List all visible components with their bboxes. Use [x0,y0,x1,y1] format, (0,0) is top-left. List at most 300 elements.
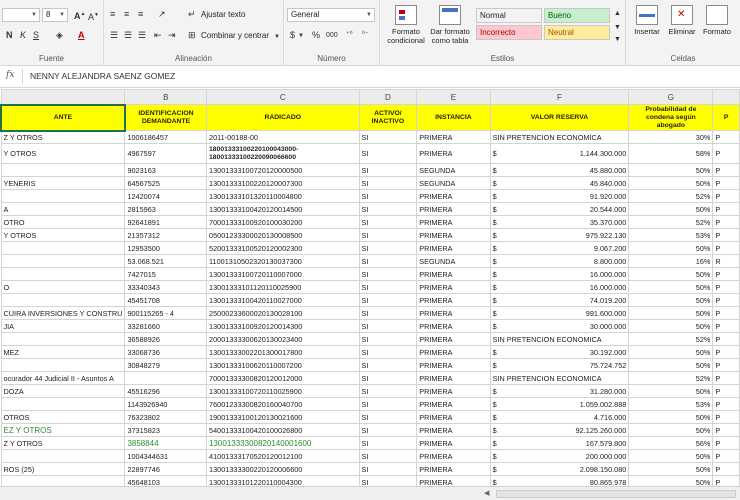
cell-demandante[interactable]: EZ Y OTROS [1,424,125,437]
font-name-dropdown[interactable]: ▼ [2,8,40,22]
cell-valor-reserva[interactable] [490,177,629,190]
cell-p[interactable]: P [713,450,740,463]
cell-radicado[interactable]: 52001333100520120002300 [207,242,360,255]
cell-probabilidad[interactable]: 50% [629,424,713,437]
currency-symbol: $ [492,269,497,279]
cell-radicado[interactable]: 13001333100920120014300 [207,320,360,333]
cell-radicado[interactable]: 13001333100620110007200 [207,359,360,372]
cell-demandante[interactable] [1,398,125,411]
cell-instancia[interactable]: PRIMERA [417,372,490,385]
cell-valor-reserva[interactable] [490,164,629,177]
cell-probabilidad[interactable]: 50% [629,177,713,190]
valor-reserva-value: 200.000.000 [585,451,627,461]
cell-demandante[interactable] [1,242,125,255]
cell-instancia[interactable]: PRIMERA [417,437,490,450]
cell-instancia[interactable]: PRIMERA [417,450,490,463]
insert-button[interactable] [630,5,664,36]
valor-reserva-value: 20.544.000 [589,204,627,214]
column-header-d[interactable]: D [359,90,417,105]
cell-identificacion[interactable]: 30848279 [125,359,207,372]
cell-instancia[interactable]: SEGUNDA [417,177,490,190]
cell-instancia[interactable]: PRIMERA [417,359,490,372]
cell-valor-reserva[interactable] [490,294,629,307]
valor-reserva-value: 167.579.800 [585,438,627,448]
valor-reserva-wrap [493,178,627,189]
cell-probabilidad[interactable]: 30% [629,131,713,144]
cell-activo[interactable]: SI [359,372,417,385]
cell-demandante[interactable]: O [1,281,125,294]
cell-demandante[interactable]: Z Y OTROS [1,131,125,144]
cell-activo[interactable]: SI [359,333,417,346]
cell-probabilidad[interactable]: 52% [629,216,713,229]
cell-p[interactable]: P [713,424,740,437]
cell-activo[interactable]: SI [359,190,417,203]
align-bottom-icon[interactable]: ≡ [138,9,144,19]
decrease-font-icon[interactable]: A▼ [88,12,99,22]
cell-activo[interactable]: SI [359,385,417,398]
align-center-icon[interactable]: ☰ [124,30,133,40]
cell-activo[interactable]: SI [359,229,417,242]
align-left-icon[interactable]: ☰ [110,30,119,40]
cell-p[interactable]: P [713,164,740,177]
cell-valor-reserva[interactable] [490,320,629,333]
cell-activo[interactable]: SI [359,177,417,190]
delete-button[interactable] [664,5,700,36]
header-cell-identificacion[interactable]: IDENTIFICACION DEMANDANTE [125,105,207,131]
wrap-text-button[interactable]: Ajustar texto [201,10,246,19]
cell-activo[interactable]: SI [359,359,417,372]
cell-identificacion[interactable]: 2815963 [125,203,207,216]
cell-activo[interactable]: SI [359,294,417,307]
align-top-icon[interactable]: ≡ [110,9,116,19]
cell-demandante[interactable]: Y OTROS [1,144,125,164]
number-format-dropdown[interactable]: General ▼ [287,8,375,22]
cell-activo[interactable]: SI [359,320,417,333]
cell-identificacion[interactable]: 12420074 [125,190,207,203]
cell-identificacion[interactable]: 64567525 [125,177,207,190]
cell-probabilidad[interactable]: 50% [629,385,713,398]
cell-instancia[interactable]: PRIMERA [417,424,490,437]
merge-center-button[interactable]: Combinar y centrar [201,31,270,40]
cell-valor-reserva[interactable] [490,229,629,242]
cell-identificacion[interactable]: 22897746 [125,463,207,476]
column-header-c[interactable]: C [207,90,360,105]
cell-valor-reserva[interactable] [490,424,629,437]
thousands-separator-button[interactable]: 000 [326,32,338,39]
cell-activo[interactable]: SI [359,450,417,463]
fill-color-icon[interactable]: ◈ [56,30,63,40]
cell-instancia[interactable]: PRIMERA [417,398,490,411]
font-size-dropdown[interactable]: 8 ▼ [42,8,68,22]
cell-p[interactable]: P [713,131,740,144]
cell-p[interactable]: P [713,320,740,333]
cell-radicado[interactable]: 41001333170520120012100 [207,450,360,463]
cell-probabilidad[interactable]: 50% [629,281,713,294]
cell-radicado[interactable]: 76001233300820160040700 [207,398,360,411]
cell-instancia[interactable]: PRIMERA [417,463,490,476]
formula-input[interactable]: NENNY ALEJANDRA SAENZ GOMEZ [30,71,176,81]
cell-valor-reserva[interactable] [490,333,629,346]
cell-demandante[interactable] [1,294,125,307]
cell-p[interactable]: P [713,359,740,372]
cell-probabilidad[interactable]: 50% [629,411,713,424]
cell-activo[interactable]: SI [359,463,417,476]
cell-instancia[interactable]: PRIMERA [417,190,490,203]
format-as-table-label: Dar formato como tabla [430,27,470,45]
spreadsheet-grid[interactable] [0,89,740,486]
cell-p[interactable]: P [713,437,740,450]
cell-identificacion[interactable]: 45648103 [125,476,207,487]
cell-radicado[interactable]: 70001333300820120012000 [207,372,360,385]
cell-identificacion[interactable]: 45451708 [125,294,207,307]
cell-p[interactable]: P [713,203,740,216]
cell-demandante[interactable]: JIA [1,320,125,333]
valor-reserva-wrap [493,204,627,215]
style-neutral[interactable] [544,25,610,40]
cell-instancia[interactable]: PRIMERA [417,307,490,320]
cell-demandante[interactable]: A [1,203,125,216]
cell-probabilidad[interactable]: 52% [629,333,713,346]
format-button[interactable] [700,5,734,36]
cell-p[interactable]: P [713,385,740,398]
header-cell-instancia[interactable]: INSTANCIA [417,105,490,131]
cell-identificacion[interactable]: 76323802 [125,411,207,424]
cell-p[interactable]: P [713,307,740,320]
cell-valor-reserva[interactable] [490,398,629,411]
cell-valor-reserva[interactable] [490,216,629,229]
cell-instancia[interactable]: SEGUNDA [417,164,490,177]
currency-symbol: $ [492,243,497,253]
cell-probabilidad[interactable]: 50% [629,450,713,463]
cell-probabilidad[interactable]: 50% [629,164,713,177]
cell-valor-reserva[interactable] [490,437,629,450]
cell-radicado[interactable]: 13001333002201300017800 [207,346,360,359]
cell-probabilidad[interactable]: 50% [629,346,713,359]
cell-identificacion[interactable] [125,372,207,385]
header-cell-activo[interactable]: ACTIVO/ INACTIVO [359,105,417,131]
cell-probabilidad[interactable]: 50% [629,476,713,487]
align-middle-icon[interactable]: ≡ [124,9,130,19]
column-header-a[interactable] [1,90,125,105]
cell-instancia[interactable]: PRIMERA [417,411,490,424]
cell-instancia[interactable]: PRIMERA [417,216,490,229]
cell-radicado[interactable]: 20001333300620130023400 [207,333,360,346]
cell-radicado[interactable]: 19001333100120130021600 [207,411,360,424]
cell-demandante[interactable] [1,333,125,346]
cell-identificacion[interactable]: 33281660 [125,320,207,333]
cell-demandante[interactable]: Z Y OTROS [1,437,125,450]
horizontal-scrollbar[interactable] [496,490,736,498]
cell-identificacion[interactable]: 92641891 [125,216,207,229]
cell-identificacion[interactable]: 1006186457 [125,131,207,144]
cell-instancia[interactable]: PRIMERA [417,320,490,333]
valor-reserva-value: 31.280.000 [589,386,627,396]
cell-probabilidad[interactable]: 50% [629,307,713,320]
cell-radicado[interactable]: 2011-00188-00 [207,131,360,144]
cell-identificacion[interactable]: 21357312 [125,229,207,242]
cell-probabilidad[interactable]: 50% [629,294,713,307]
cell-probabilidad[interactable]: 56% [629,437,713,450]
cell-valor-reserva[interactable] [490,131,629,144]
cell-probabilidad[interactable]: 50% [629,268,713,281]
cell-activo[interactable]: SI [359,281,417,294]
cell-demandante[interactable]: MEZ [1,346,125,359]
cell-demandante[interactable]: CUIRA INVERSIONES Y CONSTRU [1,307,125,320]
fx-icon[interactable]: fx [6,70,15,80]
cell-demandante[interactable]: ocurador 44 Judicial II - Asuntos A [1,372,125,385]
cell-activo[interactable]: SI [359,203,417,216]
percent-format-button[interactable]: % [312,30,321,40]
cell-identificacion[interactable]: 1143926940 [125,398,207,411]
valor-reserva-wrap [493,451,627,462]
cell-activo[interactable]: SI [359,346,417,359]
cell-identificacion[interactable]: 4967597 [125,144,207,164]
cell-instancia[interactable]: PRIMERA [417,333,490,346]
cell-p[interactable]: P [713,346,740,359]
cell-probabilidad[interactable]: 50% [629,242,713,255]
currency-symbol: $ [492,256,497,266]
cell-radicado[interactable]: 13001333101220110004300 [207,476,360,487]
cell-p[interactable]: P [713,333,740,346]
cell-identificacion[interactable]: 45516296 [125,385,207,398]
table-row [1,131,740,144]
cell-activo[interactable]: SI [359,144,417,164]
cell-radicado[interactable]: 13001333100420120014500 [207,203,360,216]
cell-valor-reserva[interactable] [490,372,629,385]
cell-identificacion[interactable]: 36588926 [125,333,207,346]
cell-valor-reserva[interactable] [490,346,629,359]
cell-activo[interactable]: SI [359,424,417,437]
cell-identificacion[interactable]: 37315823 [125,424,207,437]
format-icon [706,5,728,25]
cell-p[interactable]: P [713,463,740,476]
cell-radicado[interactable]: 13001333100220120007300 [207,177,360,190]
cell-valor-reserva[interactable] [490,359,629,372]
cell-demandante[interactable] [1,268,125,281]
cell-demandante[interactable]: DOZA [1,385,125,398]
cell-instancia[interactable]: PRIMERA [417,476,490,487]
cell-activo[interactable]: SI [359,242,417,255]
cell-activo[interactable]: SI [359,131,417,144]
cell-valor-reserva[interactable] [490,307,629,320]
cell-valor-reserva[interactable] [490,203,629,216]
font-color-icon[interactable]: A [78,30,85,40]
cell-identificacion[interactable]: 7427015 [125,268,207,281]
column-header-h[interactable] [713,90,740,105]
cell-probabilidad[interactable]: 52% [629,372,713,385]
cell-valor-reserva[interactable] [490,190,629,203]
cell-p[interactable]: P [713,177,740,190]
header-cell-radicado[interactable]: RADICADO [207,105,360,131]
cell-valor-reserva[interactable] [490,268,629,281]
column-header-f[interactable]: F [490,90,629,105]
cell-radicado[interactable]: 54001333100420100026800 [207,424,360,437]
cell-instancia[interactable]: PRIMERA [417,242,490,255]
cell-activo[interactable]: SI [359,268,417,281]
valor-reserva-value: SIN PRETENCION ECONOMICA [492,132,602,142]
cells-group [626,0,740,66]
cell-radicado[interactable]: 25000233600020130028100 [207,307,360,320]
cell-p[interactable]: P [713,242,740,255]
decrease-indent-icon[interactable]: ⇤ [154,30,162,40]
cell-valor-reserva[interactable] [490,450,629,463]
header-cell-probabilidad[interactable]: Probabilidad de condena según abogado [629,105,713,131]
conditional-format-button[interactable] [384,5,428,45]
cell-instancia[interactable]: PRIMERA [417,294,490,307]
cell-demandante[interactable]: Y OTROS [1,229,125,242]
align-right-icon[interactable]: ☰ [138,30,147,40]
cell-p[interactable]: R [713,255,740,268]
cell-identificacion[interactable]: 12953500 [125,242,207,255]
scroll-left-icon[interactable]: ◀ [484,490,490,497]
cell-activo[interactable]: SI [359,216,417,229]
cell-valor-reserva[interactable] [490,476,629,487]
cell-demandante[interactable] [1,450,125,463]
cell-probabilidad[interactable]: 50% [629,359,713,372]
cell-p[interactable]: P [713,229,740,242]
cell-demandante[interactable] [1,255,125,268]
cell-radicado[interactable]: 11001310502320130037300 [207,255,360,268]
cell-demandante[interactable]: ROS (25) [1,463,125,476]
cell-p[interactable]: P [713,372,740,385]
cell-valor-reserva[interactable] [490,144,629,164]
styles-scroll-down-icon[interactable]: ▼ [614,24,621,31]
italic-icon[interactable]: K [20,30,27,40]
cell-activo[interactable]: SI [359,164,417,177]
cell-demandante[interactable]: OTROS [1,411,125,424]
increase-decimal-icon[interactable]: ⁺⁰ [346,31,353,38]
cell-valor-reserva[interactable] [490,463,629,476]
cell-p[interactable]: P [713,411,740,424]
format-as-table-button[interactable] [428,5,472,45]
currency-symbol: $ [492,295,497,305]
column-header-b[interactable]: B [125,90,207,105]
style-normal[interactable] [476,8,542,23]
cell-instancia[interactable]: PRIMERA [417,268,490,281]
column-header-g[interactable]: G [629,90,713,105]
cell-probabilidad[interactable]: 58% [629,144,713,164]
cell-radicado[interactable]: 05001233300020130008500 [207,229,360,242]
cell-probabilidad[interactable]: 52% [629,190,713,203]
wrap-text-icon[interactable]: ↵ [188,9,196,19]
cell-valor-reserva[interactable] [490,281,629,294]
merge-center-icon[interactable]: ⊞ [188,30,196,40]
merge-center-dropdown-icon[interactable]: ▼ [274,34,280,40]
cell-demandante[interactable]: OTRO [1,216,125,229]
cell-identificacion[interactable]: 900115265 - 4 [125,307,207,320]
cell-radicado[interactable]: 13001333101120110025900 [207,281,360,294]
decrease-decimal-icon[interactable]: ⁰⁻ [362,31,369,38]
cell-demandante[interactable] [1,190,125,203]
cell-activo[interactable]: SI [359,307,417,320]
cell-p[interactable]: P [713,281,740,294]
cell-p[interactable]: P [713,216,740,229]
cell-valor-reserva[interactable] [490,411,629,424]
cell-probabilidad[interactable]: 50% [629,203,713,216]
valor-reserva-wrap [493,425,627,436]
cell-identificacion[interactable]: 3858844 [125,437,207,450]
valor-reserva-value: 80.865.978 [589,477,627,486]
cell-probabilidad[interactable]: 50% [629,320,713,333]
cell-p[interactable]: P [713,398,740,411]
cell-instancia[interactable]: PRIMERA [417,144,490,164]
orientation-icon[interactable]: ↗ [158,9,166,19]
cell-instancia[interactable]: PRIMERA [417,203,490,216]
cell-identificacion[interactable]: 53.068.521 [125,255,207,268]
cell-p[interactable]: P [713,294,740,307]
cell-activo[interactable]: SI [359,437,417,450]
cell-demandante[interactable] [1,164,125,177]
styles-scroll-up-icon[interactable]: ▲ [614,10,621,17]
cell-probabilidad[interactable]: 16% [629,255,713,268]
cell-radicado[interactable]: 13001333100720110025900 [207,385,360,398]
cell-instancia[interactable]: SEGUNDA [417,255,490,268]
cell-instancia[interactable]: PRIMERA [417,229,490,242]
cell-identificacion[interactable]: 9023163 [125,164,207,177]
currency-format-button[interactable]: $ [290,30,296,40]
header-cell-demandante[interactable]: ANTE [1,105,125,131]
cell-probabilidad[interactable]: 53% [629,398,713,411]
cell-valor-reserva[interactable] [490,385,629,398]
column-header-e[interactable]: E [417,90,490,105]
cell-identificacion[interactable]: 33068736 [125,346,207,359]
cell-p[interactable]: P [713,190,740,203]
cell-p[interactable]: P [713,144,740,164]
cell-radicado[interactable]: 13001333101320110004800 [207,190,360,203]
cell-demandante[interactable] [1,359,125,372]
cell-radicado[interactable]: 13001333100720110007000 [207,268,360,281]
cell-activo[interactable]: SI [359,476,417,487]
styles-more-icon[interactable]: ▼ [614,36,621,43]
table-row [1,320,740,333]
style-incorrecto[interactable] [476,25,542,40]
cell-radicado[interactable]: 70001333100920100030200 [207,216,360,229]
increase-indent-icon[interactable]: ⇥ [168,30,176,40]
increase-font-icon[interactable]: A▲ [74,11,86,21]
cell-activo[interactable]: SI [359,398,417,411]
valor-reserva-wrap [493,347,627,358]
cell-activo[interactable]: SI [359,411,417,424]
underline-icon[interactable]: S [33,30,40,40]
style-bueno[interactable] [544,8,610,23]
cell-identificacion[interactable]: 33340343 [125,281,207,294]
cell-instancia[interactable]: PRIMERA [417,281,490,294]
cell-probabilidad[interactable]: 53% [629,229,713,242]
cell-p[interactable]: P [713,268,740,281]
cell-instancia[interactable]: PRIMERA [417,385,490,398]
cell-identificacion[interactable]: 1004344631 [125,450,207,463]
cell-activo[interactable]: SI [359,255,417,268]
currency-dropdown-icon[interactable]: ▼ [298,33,304,39]
bold-icon[interactable]: N [6,30,13,40]
cell-radicado[interactable]: 13001333100420110027000 [207,294,360,307]
cell-demandante[interactable]: YENERIS [1,177,125,190]
cell-probabilidad[interactable]: 50% [629,463,713,476]
cell-radicado[interactable]: 13001333300820140001600 [207,437,360,450]
valor-reserva-wrap [493,308,627,319]
cell-p[interactable]: P [713,476,740,487]
cell-instancia[interactable]: PRIMERA [417,131,490,144]
cell-radicado[interactable]: 18001333100220100043000-18001333100220090066600 [207,144,360,164]
header-cell-p[interactable]: P [713,105,740,131]
cell-radicado[interactable]: 13001333300220120006600 [207,463,360,476]
cell-radicado[interactable]: 13001333100720120000500 [207,164,360,177]
header-cell-valor-reserva[interactable]: VALOR RESERVA [490,105,629,131]
cell-instancia[interactable]: PRIMERA [417,346,490,359]
cell-valor-reserva[interactable] [490,242,629,255]
cell-demandante[interactable] [1,476,125,487]
cell-valor-reserva[interactable] [490,255,629,268]
